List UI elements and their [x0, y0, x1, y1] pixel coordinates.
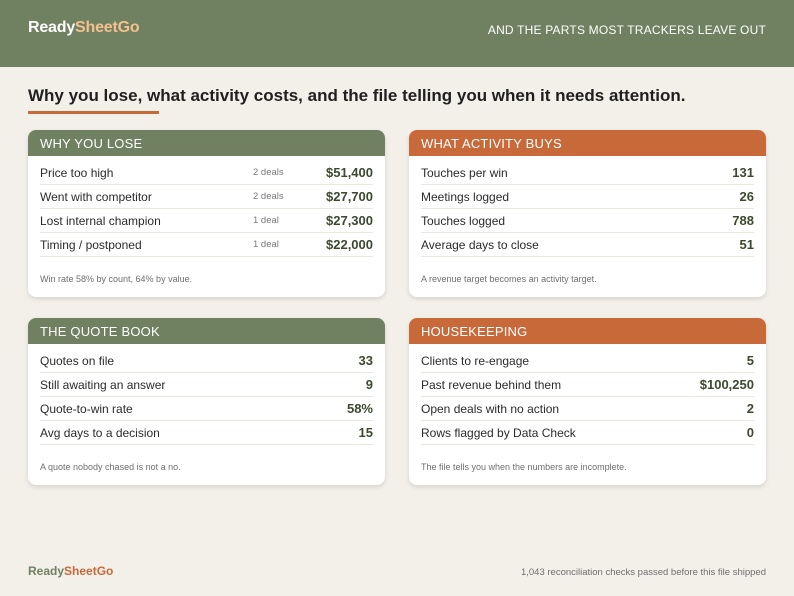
header-bar [0, 0, 794, 67]
brand-part-1: Ready [28, 19, 76, 36]
row-label: Quote-to-win rate [40, 401, 133, 416]
row-value: 9 [365, 377, 373, 392]
housekeeping-card [409, 318, 766, 485]
row-value: 15 [358, 425, 373, 440]
brand-part-2: SheetGo [75, 19, 140, 36]
table-row [40, 233, 373, 257]
row-label: Went with competitor [40, 189, 152, 204]
row-label: Clients to re-engage [421, 353, 530, 368]
table-row [421, 397, 754, 421]
table-row [421, 373, 754, 397]
footer-note: 1,043 reconciliation checks passed before this file shipped [520, 567, 766, 578]
page-headline: Why you lose, what activity costs, and the file telling you when it needs attention. [28, 86, 686, 105]
row-value: 2 [746, 401, 754, 416]
row-label: Touches logged [421, 213, 506, 228]
row-value: $27,300 [326, 213, 373, 228]
row-value: $22,000 [326, 237, 373, 252]
table-row [40, 397, 373, 421]
table-row [40, 349, 373, 373]
row-value: 58% [346, 401, 373, 416]
row-value: $51,400 [326, 165, 373, 180]
brand-logo [28, 19, 139, 37]
header-tagline: AND THE PARTS MOST TRACKERS LEAVE OUT [487, 23, 766, 37]
row-label: Price too high [40, 165, 114, 180]
row-label: Quotes on file [40, 353, 115, 368]
row-value: 51 [739, 237, 754, 252]
table-row [421, 185, 754, 209]
row-label: Touches per win [421, 165, 508, 180]
row-value: 33 [358, 353, 373, 368]
table-row [40, 421, 373, 445]
row-value: 26 [739, 189, 754, 204]
headline-underline [28, 111, 159, 114]
table-row [421, 161, 754, 185]
card-title: THE QUOTE BOOK [28, 318, 385, 344]
row-label: Average days to close [421, 237, 539, 252]
row-deal-count: 2 deals [253, 167, 284, 178]
card-note: A quote nobody chased is not a no. [40, 462, 181, 472]
table-row [40, 209, 373, 233]
table-row [40, 185, 373, 209]
row-label: Open deals with no action [421, 401, 560, 416]
card-title: WHY YOU LOSE [28, 130, 385, 156]
card-title: WHAT ACTIVITY BUYS [409, 130, 766, 156]
row-label: Rows flagged by Data Check [421, 425, 576, 440]
row-deal-count: 2 deals [253, 191, 284, 202]
card-note: A revenue target becomes an activity target. [421, 274, 597, 284]
row-value: 0 [746, 425, 754, 440]
row-value: 5 [746, 353, 754, 368]
row-value: 131 [732, 165, 754, 180]
row-label: Past revenue behind them [421, 377, 562, 392]
card-note: The file tells you when the numbers are incomplete. [421, 462, 627, 472]
why-you-lose-card [28, 130, 385, 297]
row-label: Timing / postponed [40, 237, 142, 252]
footer-brand-part-2: SheetGo [64, 564, 114, 578]
row-deal-count: 1 deal [253, 239, 279, 250]
table-row [421, 209, 754, 233]
table-row [421, 349, 754, 373]
table-row [421, 233, 754, 257]
row-value: 788 [732, 213, 754, 228]
row-deal-count: 1 deal [253, 215, 279, 226]
footer-brand-logo [28, 564, 113, 578]
table-row [40, 161, 373, 185]
row-label: Still awaiting an answer [40, 377, 166, 392]
row-value: $100,250 [699, 377, 754, 392]
table-row [40, 373, 373, 397]
table-row [421, 421, 754, 445]
row-label: Avg days to a decision [40, 425, 160, 440]
footer-brand-part-1: Ready [28, 564, 65, 578]
quote-book-card [28, 318, 385, 485]
row-label: Meetings logged [421, 189, 510, 204]
card-title: HOUSEKEEPING [409, 318, 766, 344]
row-label: Lost internal champion [40, 213, 161, 228]
card-note: Win rate 58% by count, 64% by value. [40, 274, 193, 284]
row-value: $27,700 [326, 189, 373, 204]
what-activity-buys-card [409, 130, 766, 297]
